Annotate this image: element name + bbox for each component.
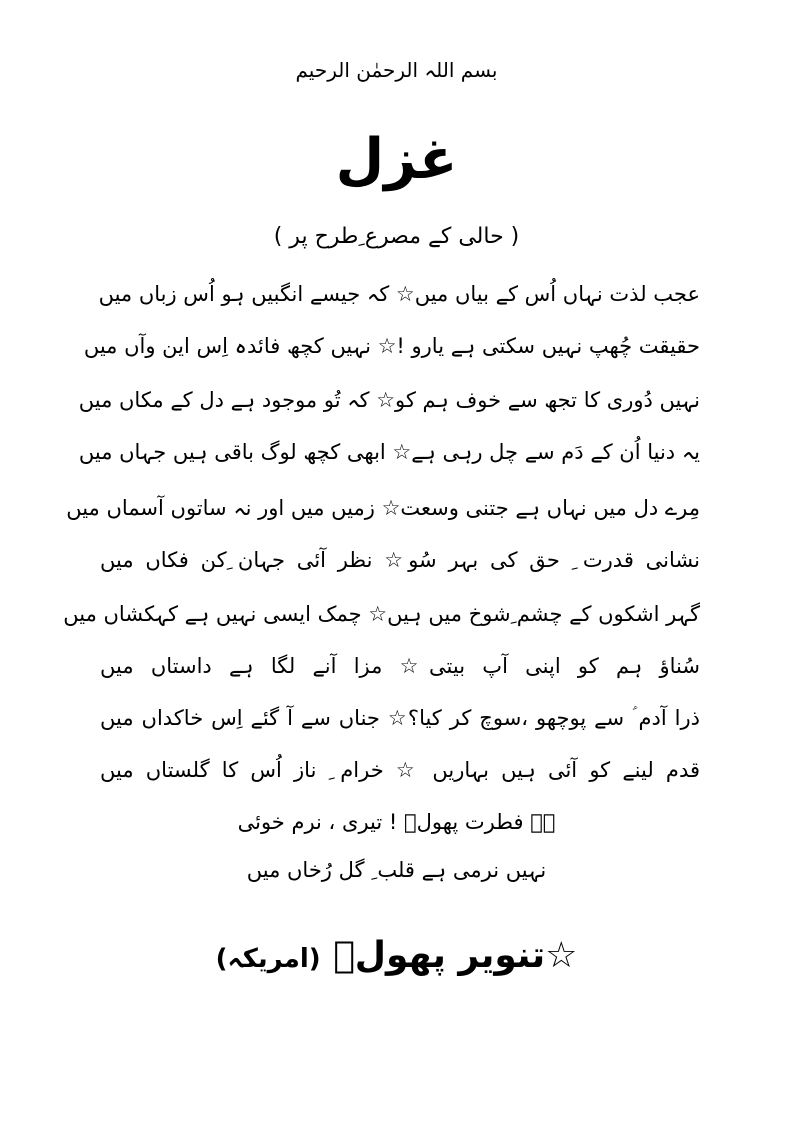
verse-line-10: قدم لینے کو آئی ہیں بہاریں ☆ خرام ِ ناز اُس کا گلستاں میں [100, 758, 700, 782]
verse-line-2: حقیقت چُھپ نہیں سکتی ہے یارو !☆ نہیں کچھ فائدہ اِس این وآں میں [83, 334, 700, 358]
verse-line-9: ذرا آدم ؑ سے پوچھو ،سوچ کر کیا؟☆ جناں سے آ گئے اِس خاکداں میں [100, 706, 700, 730]
verse-line-7: گہر اشکوں کے چشم ِشوخ میں ہیں☆ چمک ایسی نہیں ہے کہکشاں میں [63, 602, 700, 626]
closing-line-1: ہے فطرت پھولؔ ! تیری ، نرم خوئی [237, 810, 556, 834]
verse-line-3: نہیں دُوری کا تجھ سے خوف ہم کو☆ کہ تُو موجود ہے دل کے مکاں میں [78, 388, 700, 412]
verse-line-5: مِرے دل میں نہاں ہے جتنی وسعت☆ زمیں میں اور نہ ساتوں آسماں میں [66, 496, 700, 520]
author-country: (امریکہ) [215, 944, 321, 974]
star-icon: ☆ [545, 935, 578, 976]
page-title: غزل [335, 127, 458, 192]
verse-line-1: عجب لذت نہاں اُس کے بیاں میں☆ کہ جیسے انگبیں ہو اُس زباں میں [98, 282, 700, 306]
page-subtitle: ( حالی کے مصرع ِطرح پر ) [273, 224, 520, 249]
verse-line-6: نشانی قدرت ِ حق کی بہر سُو☆ نظر آئی جہان ِکن فکاں میں [100, 548, 700, 572]
verse-line-8: سُناؤ ہم کو اپنی آپ بیتی☆ مزا آنے لگا ہے داستاں میں [100, 654, 700, 678]
closing-line-2: نہیں نرمی ہے قلب ِ گل رُخاں میں [246, 858, 547, 882]
author-signature [0, 920, 793, 995]
bismillah-heading: بسم اللہ الرحمٰن الرحیم [295, 58, 498, 82]
verse-line-4: یہ دنیا اُن کے دَم سے چل رہی ہے☆ ابھی کچھ لوگ باقی ہیں جہاں میں [78, 440, 700, 464]
author-name: تنویر پھولؔ [333, 935, 546, 976]
